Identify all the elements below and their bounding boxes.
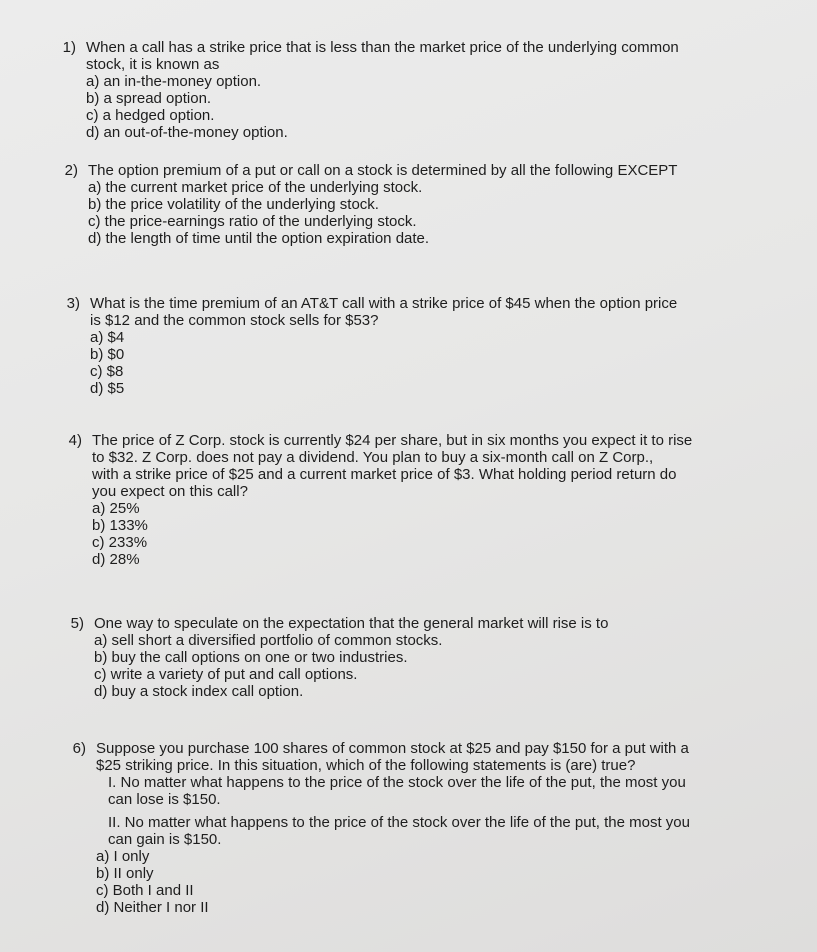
question-text-line: is $12 and the common stock sells for $53?	[90, 312, 379, 329]
question-text-line: The option premium of a put or call on a stock is determined by all the following EXCEPT	[88, 162, 678, 179]
question-text-line: The price of Z Corp. stock is currently $24 per share, but in six months you expect it to rise	[92, 432, 693, 449]
answer-option-b: b) a spread option.	[86, 90, 212, 107]
answer-option-b: b) $0	[90, 346, 125, 363]
answer-option-b: b) the price volatility of the underlying stock.	[88, 196, 379, 213]
answer-option-c: c) a hedged option.	[86, 107, 215, 124]
question-text-line: to $32. Z Corp. does not pay a dividend. You plan to buy a six-month call on Z Corp.,	[92, 449, 654, 466]
answer-option-a: a) sell short a diversified portfolio of common stocks.	[94, 632, 443, 649]
question-1	[62, 39, 679, 141]
question-text-line: stock, it is known as	[86, 56, 220, 73]
answer-option-d: d) an out-of-the-money option.	[86, 124, 288, 141]
question-text-line: One way to speculate on the expectation that the general market will rise is to	[94, 615, 609, 632]
answer-option-b: b) II only	[96, 865, 154, 882]
question-2	[64, 162, 678, 247]
answer-option-c: c) $8	[90, 363, 124, 380]
answer-option-a: a) the current market price of the underlying stock.	[88, 179, 423, 196]
question-number: 4)	[68, 432, 82, 449]
statement-text-line: can lose is $150.	[108, 791, 221, 808]
answer-option-c: c) the price-earnings ratio of the underlying stock.	[88, 213, 417, 230]
question-text-line: Suppose you purchase 100 shares of common stock at $25 and pay $150 for a put with a	[96, 740, 689, 757]
answer-option-d: d) Neither I nor II	[96, 899, 209, 916]
question-text-line: with a strike price of $25 and a current market price of $3. What holding period return do	[92, 466, 677, 483]
statement-text-line: I. No matter what happens to the price of the stock over the life of the put, the most you	[108, 774, 686, 791]
question-number: 2)	[64, 162, 78, 179]
question-text-line: you expect on this call?	[92, 483, 248, 500]
question-6	[72, 740, 690, 916]
question-number: 5)	[70, 615, 84, 632]
answer-option-c: c) Both I and II	[96, 882, 194, 899]
question-text-line: When a call has a strike price that is less than the market price of the underlying common	[86, 39, 679, 56]
statement-text-line: II. No matter what happens to the price of the stock over the life of the put, the most you	[108, 814, 690, 831]
statement-i	[96, 774, 690, 808]
answer-option-c: c) 233%	[92, 534, 148, 551]
answer-option-a: a) an in-the-money option.	[86, 73, 262, 90]
answer-option-a: a) 25%	[92, 500, 140, 517]
answer-option-d: d) $5	[90, 380, 125, 397]
question-text-line: What is the time premium of an AT&T call with a strike price of $45 when the option price	[90, 295, 678, 312]
answer-option-c: c) write a variety of put and call options.	[94, 666, 358, 683]
question-5	[70, 615, 609, 700]
question-number: 1)	[62, 39, 76, 56]
answer-option-d: d) the length of time until the option expiration date.	[88, 230, 430, 247]
answer-option-a: a) $4	[90, 329, 125, 346]
statement-ii	[96, 814, 690, 848]
question-4	[68, 432, 693, 568]
answer-option-b: b) 133%	[92, 517, 148, 534]
question-text-line: $25 striking price. In this situation, which of the following statements is (are) true?	[96, 757, 636, 774]
answer-option-d: d) 28%	[92, 551, 140, 568]
answer-option-a: a) I only	[96, 848, 150, 865]
answer-option-b: b) buy the call options on one or two industries.	[94, 649, 408, 666]
question-number: 3)	[66, 295, 80, 312]
answer-option-d: d) buy a stock index call option.	[94, 683, 304, 700]
statement-text-line: can gain is $150.	[108, 831, 222, 848]
question-3	[66, 295, 678, 397]
question-number: 6)	[72, 740, 86, 757]
